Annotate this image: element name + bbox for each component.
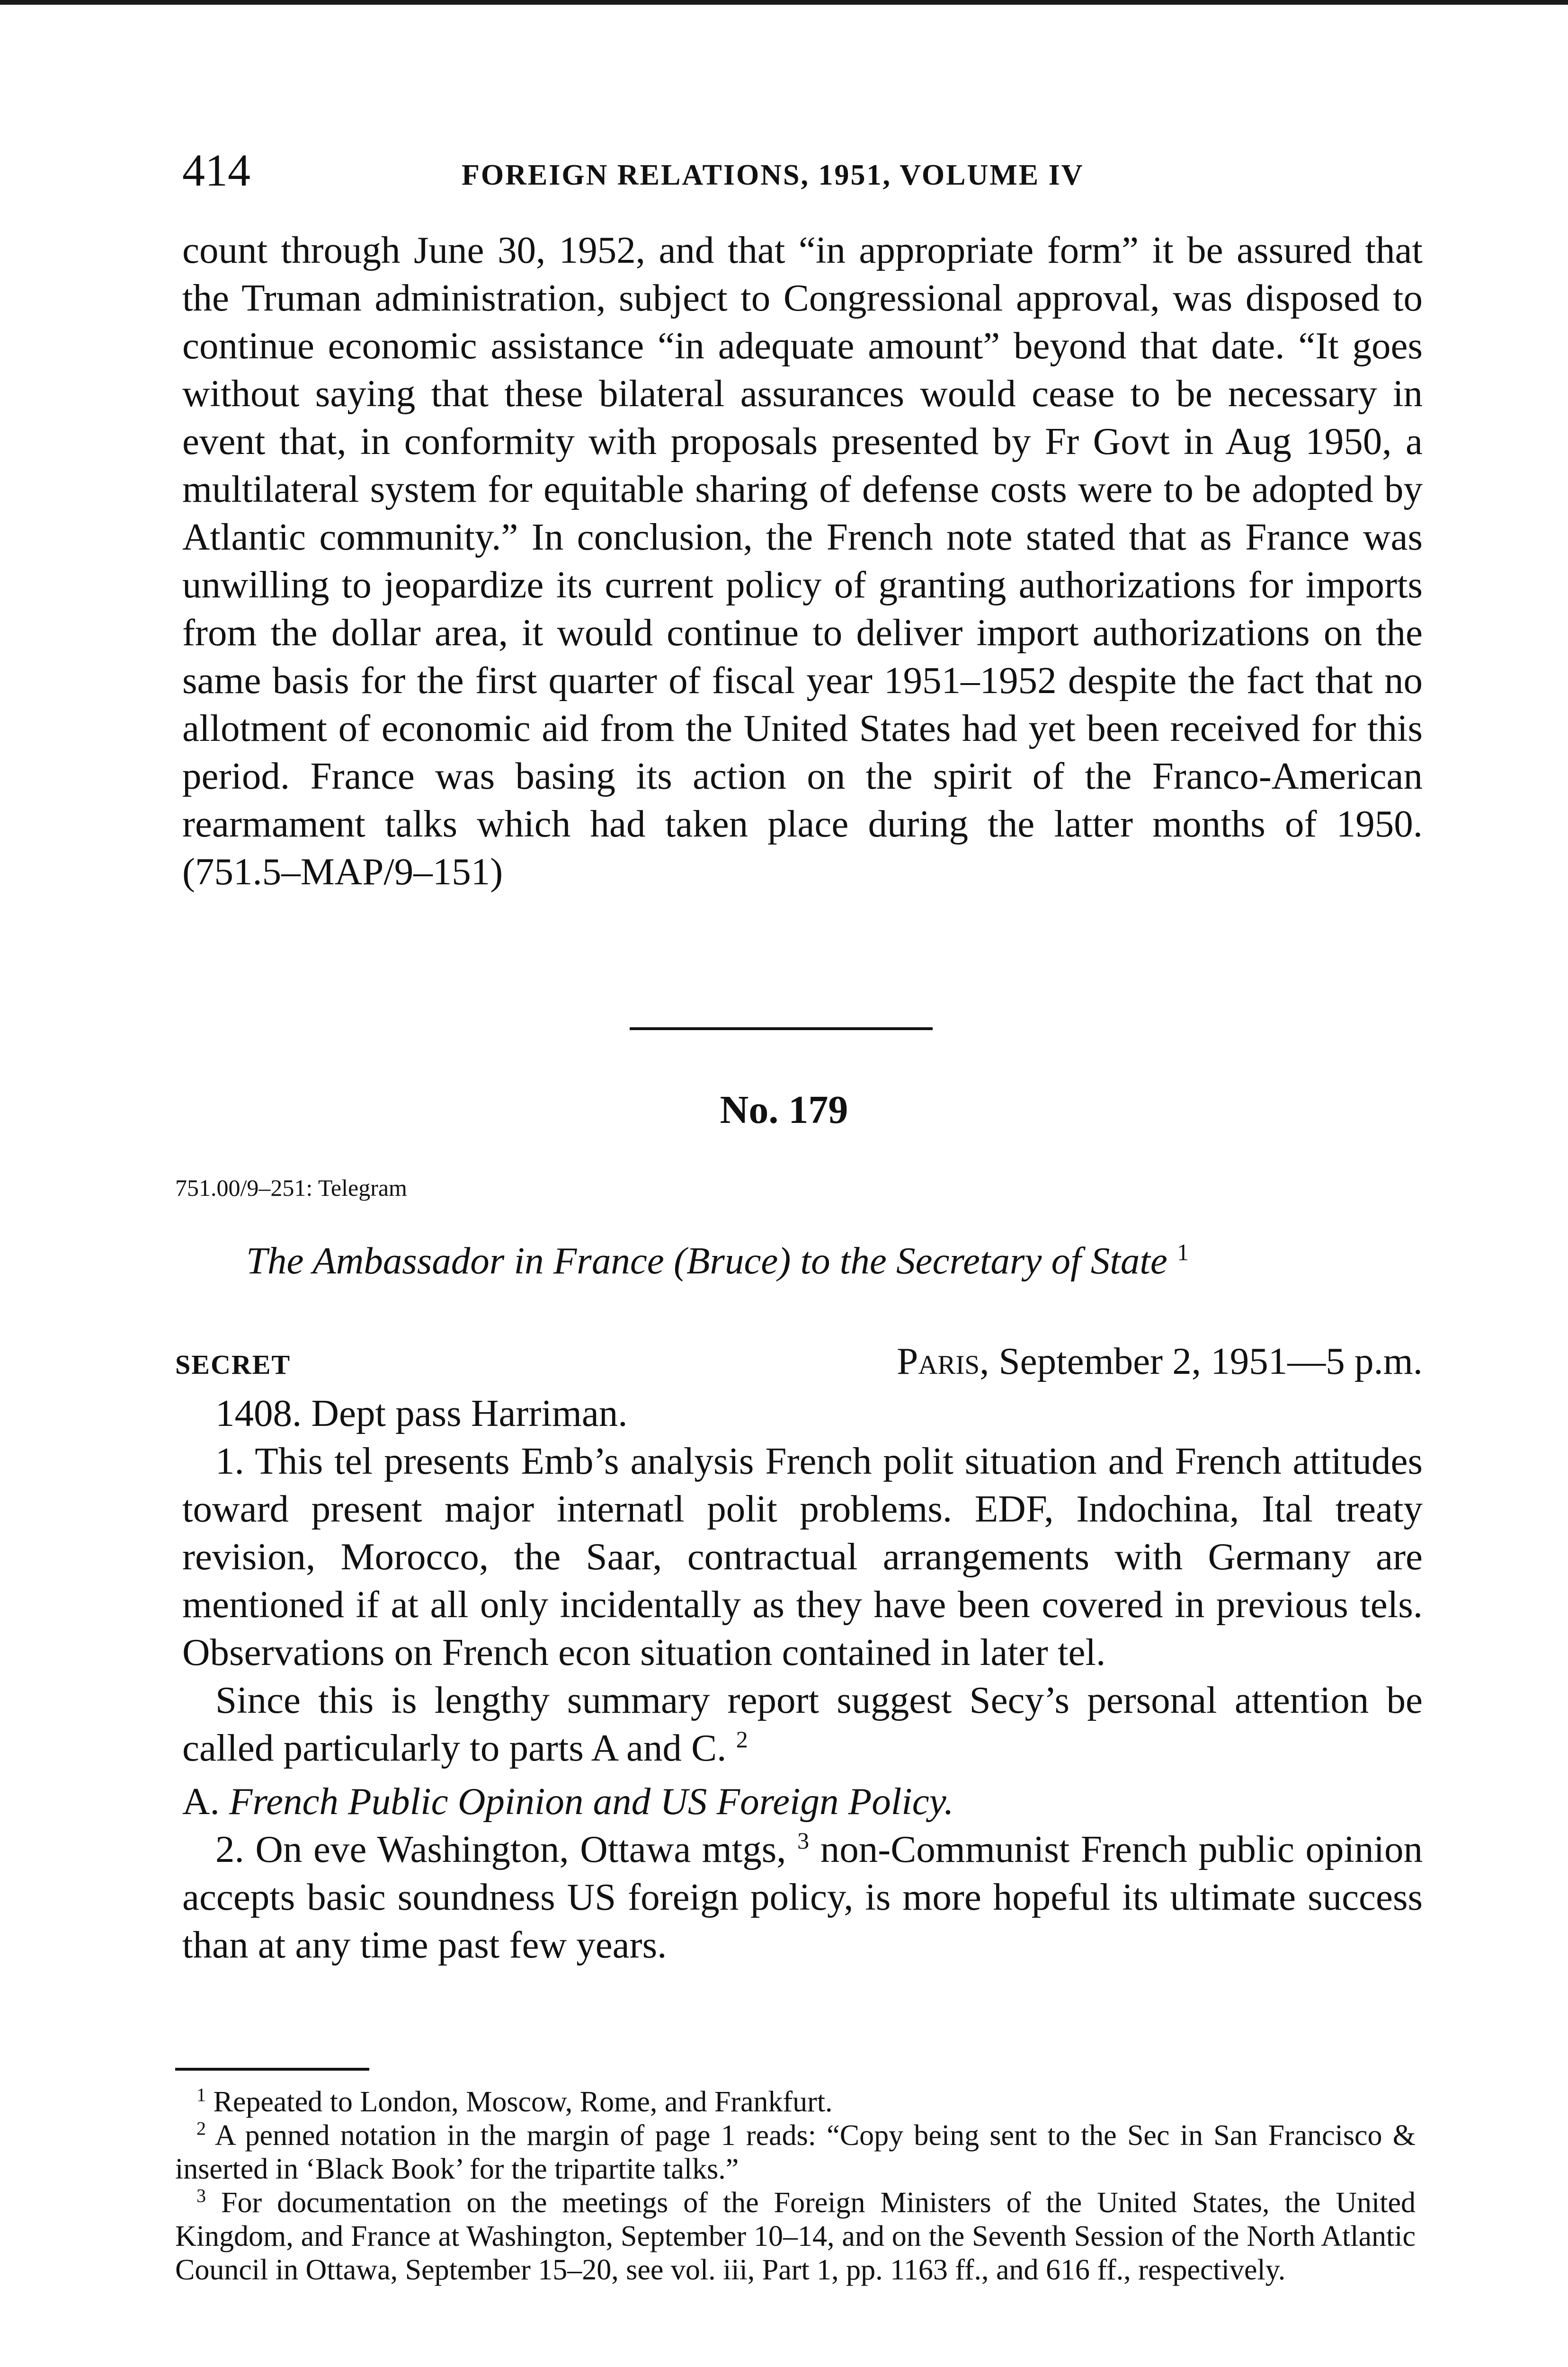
file-reference: 751.00/9–251: Telegram — [175, 1175, 407, 1201]
running-title: FOREIGN RELATIONS, 1951, VOLUME IV — [462, 159, 1084, 191]
section-a-label: A. — [182, 1780, 229, 1823]
date-time: September 2, 1951—5 p.m. — [989, 1340, 1423, 1382]
footnote-text: For documentation on the meetings of the Foreign Ministers of the United States, the United Kingdom, and France at Washington, September 10–14, and on the Seventh Session of the North Atlantic Council in Ottawa, September 15–20, see vol. iii, Part 1, pp. 1163 ff., and 616 ff., respectively. — [175, 2187, 1416, 2286]
footnote-text: Repeated to London, Moscow, Rome, and Frankfurt. — [206, 2086, 833, 2118]
footnote-text: A penned notation in the margin of page 1 reads: “Copy being sent to the Sec in San Francisco & inserted in ‘Black Book’ for the tripartite talks.” — [175, 2119, 1416, 2185]
place-name: Paris, — [897, 1340, 989, 1382]
footnote-marker: 1 — [196, 2084, 206, 2106]
footnotes — [175, 2085, 1416, 2287]
footnote-ref-1: 1 — [1177, 1239, 1189, 1265]
footnote-ref-3: 3 — [797, 1827, 810, 1854]
footnote-marker: 2 — [196, 2118, 206, 2139]
footnote-rule — [175, 2068, 369, 2071]
telegram-paragraph-4-start: 2. On eve Washington, Ottawa mtgs, — [215, 1828, 786, 1870]
telegram-body — [182, 1389, 1423, 1969]
telegram-paragraph-4 — [182, 1825, 1423, 1969]
document-heading — [246, 1235, 1189, 1287]
section-a-title: French Public Opinion and US Foreign Policy. — [229, 1780, 954, 1823]
place-date — [897, 1335, 1423, 1387]
section-divider — [630, 1027, 933, 1030]
telegram-paragraph-2: 1. This tel presents Emb’s analysis French polit situation and French attitudes toward present major internatl polit problems. EDF, Indochina, Ital treaty revision, Morocco, the Saar, contractual arrangements with Germany are mentioned if at all only incidentally as they have been covered in previous tels. Observations on French econ situation contained in later tel. — [182, 1440, 1423, 1673]
telegram-paragraph-3-text: Since this is lengthy summary report suggest Secy’s personal attention be called particularly to parts A and C. — [182, 1679, 1423, 1769]
footnote — [175, 2119, 1416, 2186]
footnote-ref-2: 2 — [736, 1726, 748, 1753]
footnote-marker: 3 — [196, 2185, 206, 2207]
page-number: 414 — [182, 145, 250, 196]
dateline-row — [175, 1335, 1423, 1387]
running-head — [182, 137, 1423, 204]
classification-label: SECRET — [175, 1349, 291, 1380]
footnote — [175, 2186, 1416, 2287]
scan-top-edge — [0, 0, 1568, 5]
telegram-paragraph-4-rest: non-Communist French public opinion accepts basic soundness US foreign policy, is more hopeful its ultimate success than at any time past few years. — [182, 1828, 1423, 1966]
telegram-paragraph-3 — [182, 1676, 1423, 1772]
document-heading-text: The Ambassador in France (Bruce) to the Secretary of State — [246, 1239, 1167, 1282]
continuation-paragraph: count through June 30, 1952, and that “in appropriate form” it be assured that the Truman administration, subject to Congressional approval, was disposed to continue economic assistance “in adequate amount” beyond that date. “It goes without saying that these bilateral assurances would cease to be necessary in event that, in conformity with proposals presented by Fr Govt in Aug 1950, a multilateral system for equitable sharing of defense costs were to be adopted by Atlantic community.” In conclusion, the French note stated that as France was unwilling to jeopardize its current policy of granting authorizations for imports from the dollar area, it would continue to deliver import authorizations on the same basis for the first quarter of fiscal year 1951–1952 despite the fact that no allotment of economic aid from the United States had yet been received for this period. France was basing its action on the spirit of the Franco-American rearmament talks which had taken place during the latter months of 1950. (751.5–MAP/9–151) — [182, 229, 1423, 893]
telegram-paragraph-1: 1408. Dept pass Harriman. — [215, 1392, 628, 1434]
document-number: No. 179 — [720, 1088, 848, 1132]
footnote — [175, 2085, 1416, 2119]
section-a-heading — [182, 1778, 1423, 1825]
